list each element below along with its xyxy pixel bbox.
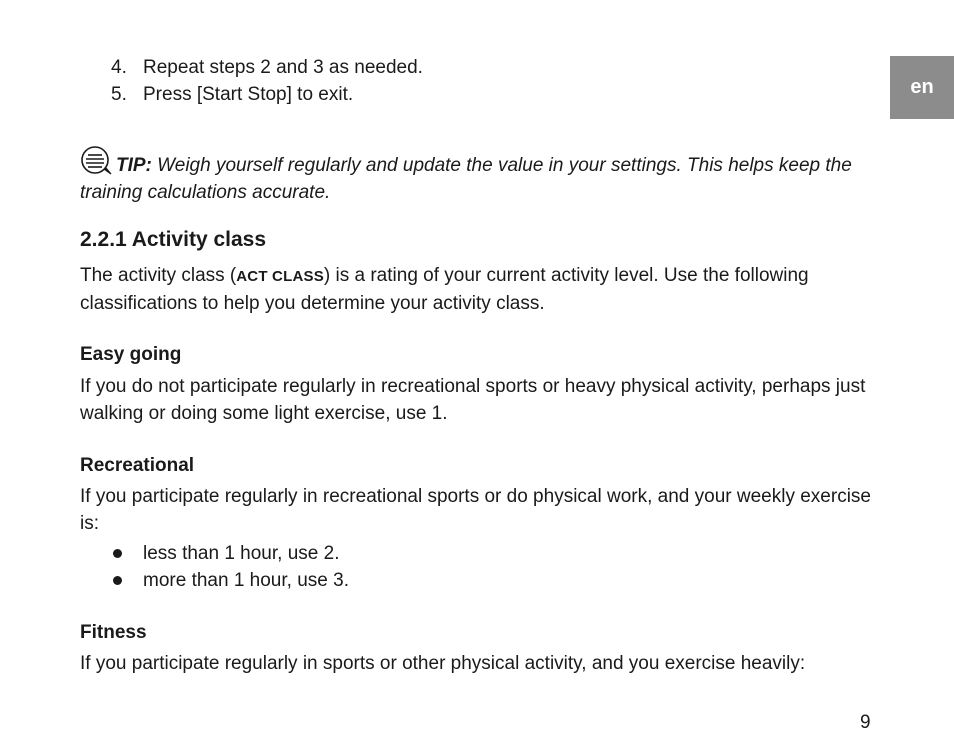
bullet-icon: [113, 576, 122, 585]
tip-label: TIP:: [116, 155, 152, 176]
tip-text: Weigh yourself regularly and update the value in your settings. This helps keep the training calculations accurate.: [80, 155, 852, 203]
section-intro: [80, 262, 880, 317]
recreational-text: If you participate regularly in recreational sports or do physical work, and your weekly exercise is:: [80, 486, 871, 534]
language-tab-label: en: [910, 76, 934, 98]
easy-going-text: If you do not participate regularly in recreational sports or heavy physical activity, perhaps just walking or doing some light exercise, use 1.: [80, 376, 866, 424]
step-number: 5.: [111, 84, 127, 105]
list-item: [80, 567, 349, 594]
intro-text: The activity class (: [80, 265, 237, 286]
section-title: 2.2.1 Activity class: [80, 228, 267, 251]
steps-list: [80, 54, 423, 108]
step-number: 4.: [111, 57, 127, 78]
language-tab: [890, 56, 954, 119]
step-text: Repeat steps 2 and 3 as needed.: [143, 57, 423, 78]
list-item: [80, 81, 423, 108]
list-item: [80, 54, 423, 81]
fitness-heading: Fitness: [80, 622, 147, 643]
list-item: [80, 540, 349, 567]
bullet-icon: [113, 549, 122, 558]
tip-note-icon: [80, 146, 114, 176]
step-text: Press [Start Stop] to exit.: [143, 84, 354, 105]
recreational-heading: Recreational: [80, 455, 195, 476]
tip-box: [80, 146, 880, 206]
fitness-text: If you participate regularly in sports or other physical activity, and you exercise heavily:: [80, 653, 806, 674]
page-number: 9: [860, 712, 871, 733]
act-class-code: ACT CLASS: [236, 268, 324, 285]
recreational-bullets: [80, 540, 349, 594]
intro-text-cont: ) is a rating of your current activity level. Use the following classifications to help you determine your activity class.: [80, 265, 809, 314]
bullet-text: more than 1 hour, use 3.: [143, 570, 349, 591]
easy-going-heading: Easy going: [80, 344, 182, 365]
bullet-text: less than 1 hour, use 2.: [143, 543, 340, 564]
